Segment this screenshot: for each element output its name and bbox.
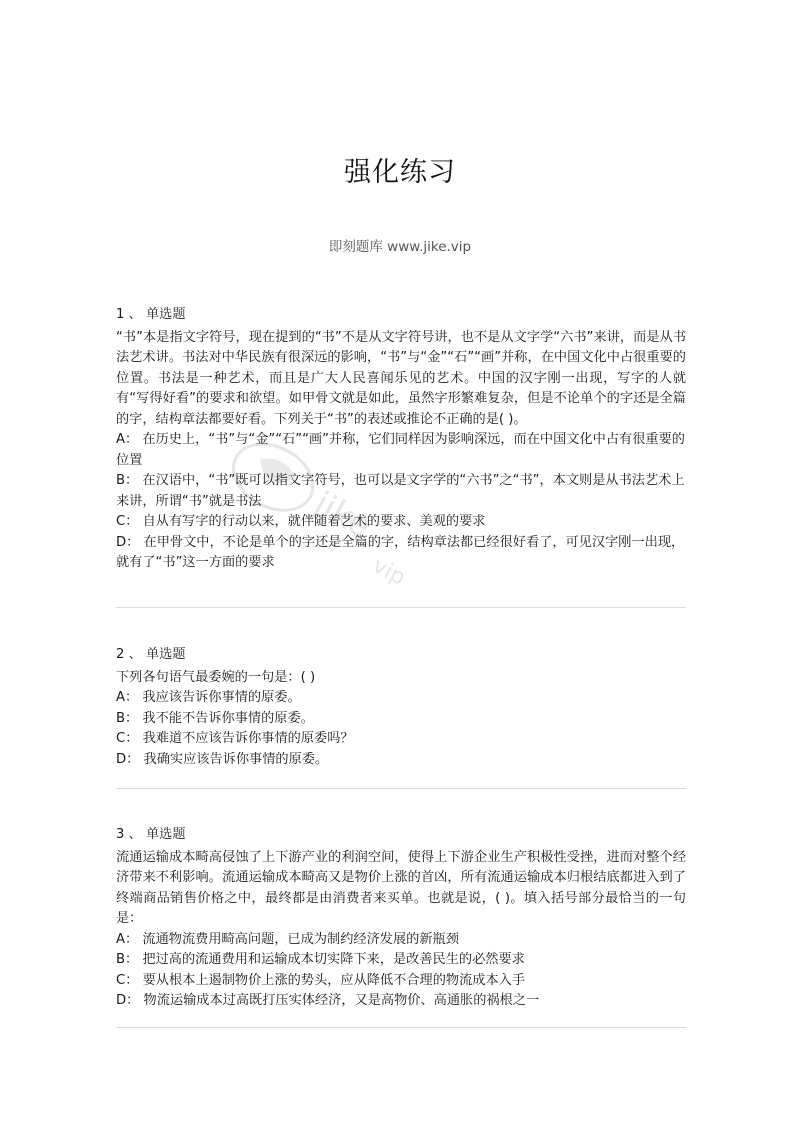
option-a[interactable]: A： 流通物流费用畸高问题，已成为制约经济发展的新瓶颈	[116, 931, 459, 947]
question-card-1	[116, 305, 686, 574]
option-a[interactable]: A： 我应该告诉你事情的原委。	[116, 690, 301, 705]
option-c[interactable]: C： 我难道不应该告诉你事情的原委吗？	[116, 731, 354, 746]
question-stem: 下列各句语气最委婉的一句是：( )	[116, 669, 316, 685]
question-card-2	[116, 645, 686, 770]
question-header: 3 、 单选题	[116, 827, 186, 842]
question-card-3	[116, 825, 686, 1012]
option-d[interactable]: D： 物流运输成本过高既打压实体经济，又是高物价、高通胀的祸根之一	[116, 993, 540, 1008]
question-divider	[116, 607, 686, 608]
svg-text:jike: jike	[307, 483, 378, 547]
page-title: 强化练习	[344, 157, 456, 188]
option-d[interactable]: D： 在甲骨文中，不论是单个的字还是全篇的字，结构章法都已经很好看了，可见汉字刚一出现，就有了“书”这一方面的要求	[116, 534, 685, 570]
question-header: 1 、 单选题	[116, 307, 186, 322]
option-d[interactable]: D： 我确实应该告诉你事情的原委。	[116, 751, 329, 767]
question-stem: 流通运输成本畸高侵蚀了上下游产业的利润空间，使得上下游企业生产积极性受挫，进而对整个经济带来不利影响。流通运输成本畸高又是物价上涨的首凶，所有流通运输成本归根结底都进入到了终端商品销售价格之中，最终都是由消费者来买单。也就是说，( )。填入括号部分最恰当的一句是：	[116, 849, 686, 926]
option-c[interactable]: C： 自从有写字的行动以来，就伴随着艺术的要求、美观的要求	[116, 514, 486, 529]
page-subtitle: 即刻题库 www.jike.vip	[328, 239, 472, 255]
question-stem: “书”本是指文字符号，现在提到的“书”不是从文字符号讲，也不是从文字学“六书”来讲，而是从书法艺术讲。书法对中华民族有很深远的影响，“书”与“金”“石”“画”并称，在中国文化中占很重要的位置。书法是一种艺术，而且是广大人民喜闻乐见的艺术。中国的汉字刚一出现，写字的人就有“写得好看”的要求和欲望。如甲骨文就是如此，虽然字形繁难复杂，但是不论单个的字还是全篇的字，结构章法都要好看。下列关于“书”的表述或推论不正确的是( )。	[116, 329, 686, 427]
question-header: 2 、 单选题	[116, 647, 186, 662]
option-b[interactable]: B： 把过高的流通费用和运输成本切实降下来，是改善民生的必然要求	[116, 952, 525, 967]
svg-text:vip: vip	[368, 553, 410, 591]
option-b[interactable]: B： 在汉语中，“书”既可以指文字符号，也可以是文字学的“六书”之“书”，本文则是从书法艺术上来讲，所谓“书”就是书法	[116, 473, 685, 509]
option-c[interactable]: C： 要从根本上遏制物价上涨的势头，应从降低不合理的物流成本入手	[116, 972, 526, 988]
option-b[interactable]: B： 我不能不告诉你事情的原委。	[116, 710, 314, 726]
option-a[interactable]: A： 在历史上，“书”与“金”“石”“画”并称，它们同样因为影响深远，而在中国文化中占有很重要的位置	[116, 432, 685, 468]
question-divider	[116, 788, 686, 789]
question-divider	[116, 1027, 686, 1028]
